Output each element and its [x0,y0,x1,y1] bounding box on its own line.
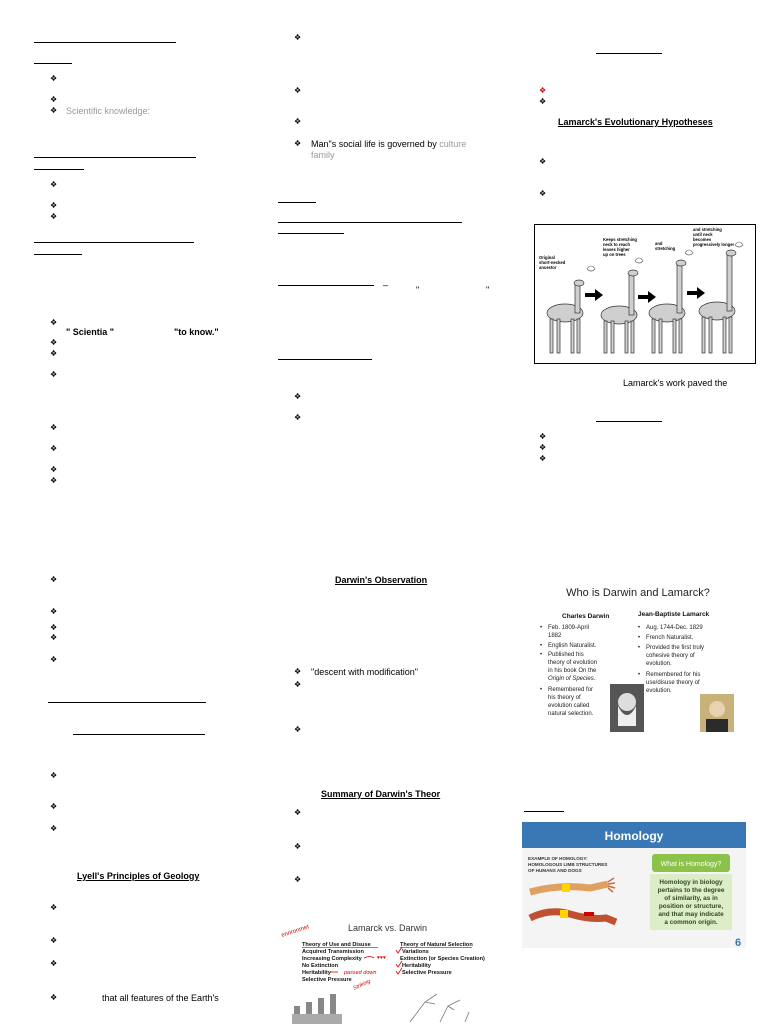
lamarck-hypotheses-heading: Lamarck's Evolutionary Hypotheses [558,117,713,127]
slide-bullet: • [638,625,641,631]
giraffe-label: stretching [655,246,676,251]
scientia-text: " Scientia " [66,327,115,337]
slide-bullet: • [638,635,641,641]
arrow-right-icon [585,289,603,301]
bullet-icon: ❖ [294,842,302,851]
lamarck-item: Provided the first truly [646,645,705,651]
bullet-icon: ❖ [50,74,58,83]
dash-text: _ [383,276,389,286]
bullet-icon: ❖ [294,86,302,95]
lvd-right-item: Variations [402,949,429,955]
rule [596,421,662,422]
lvd-note-striking: Striking [352,978,372,992]
homology-title: Homology [604,829,664,843]
rule [524,811,564,812]
homology-example: OF HUMANS AND DOGS [528,868,582,873]
bullet-icon: ❖ [539,454,547,463]
lvd-note-passed: passed down [344,970,377,976]
lvd-left-item: Acquired Transmission [302,949,364,955]
lyell-heading: Lyell's Principles of Geology [77,871,200,881]
bullet-icon: ❖ [50,180,58,189]
homology-def: and that may indicate [658,911,724,918]
bullet-icon: ❖ [294,667,302,676]
lamarck-item: use/disuse theory of [646,680,700,686]
homology-slide [522,822,746,948]
giraffe-label: ancestor [539,265,557,270]
bullet-icon: ❖ [294,117,302,126]
descent-text: "descent with modification" [311,667,418,677]
lvd-tree-diagram-icon [410,994,469,1022]
bullet-icon: ❖ [294,725,302,734]
bullet-icon: ❖ [50,465,58,474]
rule [278,202,316,203]
lvd-left-item: Increasing Complexity [302,956,362,962]
bullet-icon: ❖ [50,106,58,115]
bullet-icon-red: ❖ [539,86,547,95]
rule [278,222,462,223]
summary-heading: Summary of Darwin's Theor [321,789,441,799]
social-life-text [311,139,466,150]
rule [34,254,82,255]
giraffe-label: short-necked [539,260,566,265]
lamarck-item: Aug. 1744-Dec. 1829 [646,625,703,631]
lamarck-vs-darwin-svg [280,918,492,1024]
rule [34,42,176,43]
bullet-icon: ❖ [539,443,547,452]
rule [278,233,344,234]
bullet-icon: ❖ [50,349,58,358]
slide-bullet: • [638,672,641,678]
giraffe-label: Original [539,255,555,260]
lvd-left-item: No Extinction [302,963,339,969]
lvd-marks: ♥♥♥ [377,955,386,961]
rule [48,702,206,703]
lvd-left-item: Heritability [302,970,331,976]
lamarck-item: French Naturalist. [646,635,694,641]
homology-question: What is Homology? [660,861,722,868]
bullet-icon: ❖ [50,201,58,210]
slide-bullet: • [540,625,543,631]
lamarck-name: Jean-Baptiste Lamarck [638,611,710,618]
giraffe-evolution-figure [534,224,756,364]
darwin-observation-heading: Darwin's Observation [335,575,428,585]
bullet-icon: ❖ [539,157,547,166]
darwin-item: English Naturalist. [548,643,597,649]
bullet-icon: ❖ [294,33,302,42]
bullet-icon: ❖ [50,607,58,616]
darwin-item: Remembered for [548,687,594,693]
bullet-icon: ❖ [50,212,58,221]
giraffe-svg [535,225,755,363]
bullet-icon: ❖ [294,875,302,884]
giraffe-1-icon [547,280,584,353]
bullet-icon: ❖ [294,139,302,148]
darwin-portrait-icon [610,684,644,732]
giraffe-2-icon [601,270,638,353]
rule [34,169,84,170]
darwin-item: Published his [548,652,584,658]
lvd-giraffes-icon [292,994,342,1024]
bullet-icon: ❖ [539,189,547,198]
giraffe-label: leaves higher [603,247,630,252]
culture-word: culture [439,139,467,149]
bullet-icon: ❖ [50,903,58,912]
bullet-icon: ❖ [50,444,58,453]
bullet-icon: ❖ [50,959,58,968]
homology-def: a common origin. [664,919,718,926]
lamarck-item: Remembered for his [646,672,701,678]
homology-svg [522,822,746,948]
lvd-right-item: Theory of Natural Selection [400,942,473,948]
bullet-icon: ❖ [539,97,547,106]
bullet-icon: ❖ [50,936,58,945]
lvd-left-item: Theory of Use and Disuse [302,942,371,948]
bullet-icon: ❖ [50,338,58,347]
giraffe-label: progressively longer [693,242,735,247]
rule [34,157,196,158]
arrow-right-icon [638,291,656,303]
lvd-right-item: Heritability [402,963,431,969]
slide-bullet: • [638,645,641,651]
giraffe-label: and [655,241,663,246]
slide-page-number: 6 [735,937,742,948]
quote-open: " [416,285,420,295]
bullet-icon: ❖ [50,824,58,833]
bullet-icon: ❖ [539,432,547,441]
homology-example: EXAMPLE OF HOMOLOGY: [528,856,588,861]
slide-bullet: • [540,652,543,658]
lamarck-portrait-icon [700,694,734,732]
rule [34,63,72,64]
bullet-icon: ❖ [50,370,58,379]
homology-example: HOMOLOGOUS LIMB STRUCTURES [528,862,608,867]
lamarck-item: evolution. [646,688,672,694]
homology-def: position or structure, [658,903,724,910]
darwin-item: in his book On the [548,668,597,674]
darwin-item: evolution called [548,703,590,709]
lvd-title: Lamarck vs. Darwin [348,923,428,933]
bullet-icon: ❖ [50,633,58,642]
bullet-icon: ❖ [294,808,302,817]
giraffe-label: up on trees [603,252,626,257]
family-word: family [311,150,335,160]
darwin-item: Feb. 1809-April [548,625,590,631]
lvd-right-item: Extinction (or Species Creation) [400,956,485,962]
lamarck-item: cohesive theory of [646,653,695,659]
darwin-item: theory of evolution [548,660,598,666]
scientific-knowledge-text: Scientific knowledge: [66,106,151,116]
dog-leg-icon [530,910,616,922]
darwin-item: 1882 [548,633,562,639]
bullet-icon: ❖ [294,392,302,401]
slide-title: Who is Darwin and Lamarck? [566,587,710,599]
who-slide-svg [534,574,742,736]
darwin-item: Origin of Species. [548,676,596,682]
bullet-icon: ❖ [294,680,302,689]
darwin-item: his theory of [548,695,581,701]
lvd-left-item: Selective Pressure [302,977,352,983]
rule [34,242,194,243]
rule [73,734,205,735]
rule [278,359,372,360]
bullet-icon: ❖ [50,95,58,104]
lvd-right-item: Selective Pressure [402,970,452,976]
rule [596,53,662,54]
slide-bullet: • [540,643,543,649]
bullet-icon: ❖ [50,802,58,811]
giraffe-3-icon [649,260,686,353]
paved-text: Lamarck's work paved the [623,378,728,388]
giraffe-label: Keeps stretching [603,237,637,242]
giraffe-4-icon [699,250,736,353]
to-know-text: "to know." [174,327,219,337]
bullet-icon: ❖ [294,413,302,422]
bullet-icon: ❖ [50,623,58,632]
bullet-icon: ❖ [50,423,58,432]
bullet-icon: ❖ [50,575,58,584]
lamarck-vs-darwin-figure [280,918,492,1024]
who-is-darwin-lamarck-slide [534,574,742,736]
giraffe-label: neck to reach [603,242,630,247]
darwin-name: Charles Darwin [562,613,610,620]
giraffe-label: until neck [693,232,713,237]
quote-close: " [486,285,490,295]
homology-def: of similarity, as in [664,895,718,902]
homology-def: pertains to the degree [657,887,725,894]
social-life-main: Man"s social life is governed by [311,139,437,149]
bullet-icon: ❖ [50,655,58,664]
slide-bullet: • [540,687,543,693]
homology-def: Homology in biology [659,879,723,886]
human-arm-icon [530,878,615,892]
darwin-item: natural selection. [548,711,594,717]
bullet-icon: ❖ [50,771,58,780]
bullet-icon: ❖ [50,993,58,1002]
arrow-right-icon [687,287,705,299]
giraffe-label: and stretching [693,227,722,232]
giraffe-label: becomes [693,237,712,242]
earth-features-text: that all features of the Earth's [102,993,219,1003]
bullet-icon: ❖ [50,476,58,485]
lvd-scribble: enrironmet [280,924,310,939]
bullet-icon: ❖ [50,318,58,327]
lamarck-item: evolution. [646,661,672,667]
rule [278,285,374,286]
